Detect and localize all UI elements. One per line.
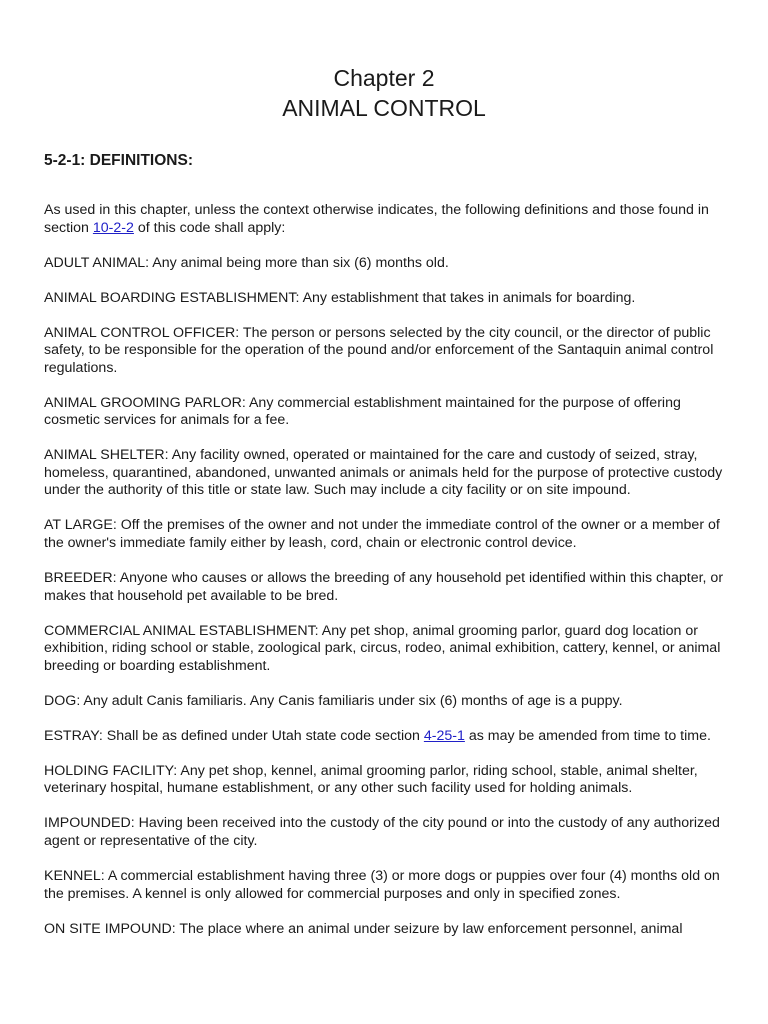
definition-kennel: KENNEL: A commercial establishment having three (3) or more dogs or puppies over four (4) months old on the premises. A kennel is only allowed for commercial purposes and only in specified zones. [44,867,720,902]
definition-animal-control-officer: ANIMAL CONTROL OFFICER: The person or persons selected by the city council, or the director of public safety, to be responsible for the operation of the pound and/or enforcement of the Santaquin animal control regulations. [44,324,714,376]
definition-holding-facility: HOLDING FACILITY: Any pet shop, kennel, animal grooming parlor, riding school, stable, animal shelter, veterinary hospital, humane establishment, or any other such facility used for holding animals. [44,762,698,797]
definition-impounded: IMPOUNDED: Having been received into the custody of the city pound or into the custody of any authorized agent or representative of the city. [44,815,720,849]
intro-text-after: of this code shall apply: [133,219,286,236]
intro-paragraph [44,202,734,237]
definition-animal-shelter: ANIMAL SHELTER: Any facility owned, operated or maintained for the care and custody of seized, stray, homeless, quarantined, abandoned, unwanted animals or animals held for the purpose of protective custody under the authority of this title or state law. Such may include a city facility or on site impound. [44,447,723,499]
section-heading: 5-2-1: DEFINITIONS: [44,152,193,169]
chapter-subtitle: ANIMAL CONTROL [282,95,486,121]
intro-text-before: As used in this chapter, unless the context otherwise indicates, the following definitions and those found in section [44,202,709,236]
definition-animal-boarding-establishment: ANIMAL BOARDING ESTABLISHMENT: Any establishment that takes in animals for boarding. [44,289,636,306]
definition-commercial-animal-establishment: COMMERCIAL ANIMAL ESTABLISHMENT: Any pet shop, animal grooming parlor, guard dog location or exhibition, riding school or stable, zoological park, circus, rodeo, animal exhibition, cattery, kennel, or animal breeding or boarding establishment. [44,622,721,674]
definition-at-large: AT LARGE: Off the premises of the owner and not under the immediate control of the owner or a member of the owner's immediate family either by leash, cord, chain or electronic control device. [44,517,720,552]
section-4-25-1-link[interactable]: 4-25-1 [423,727,465,744]
definition-dog: DOG: Any adult Canis familiaris. Any Canis familiaris under six (6) months of age is a puppy. [44,692,623,709]
estray-text-after: as may be amended from time to time. [464,727,711,744]
chapter-title: Chapter 2 [333,65,435,91]
definition-adult-animal: ADULT ANIMAL: Any animal being more than six (6) months old. [44,254,449,271]
section-10-2-2-link[interactable]: 10-2-2 [92,219,134,236]
estray-text-before: ESTRAY: Shall be as defined under Utah state code section [44,727,424,744]
definition-animal-grooming-parlor: ANIMAL GROOMING PARLOR: Any commercial establishment maintained for the purpose of offering cosmetic services for animals for a fee. [44,394,681,429]
definition-on-site-impound: ON SITE IMPOUND: The place where an animal under seizure by law enforcement personnel, animal [44,920,683,937]
definition-estray [44,728,734,746]
definition-breeder: BREEDER: Anyone who causes or allows the breeding of any household pet identified within this chapter, or makes that household pet available to be bred. [44,570,724,604]
definitions-body [44,202,734,955]
